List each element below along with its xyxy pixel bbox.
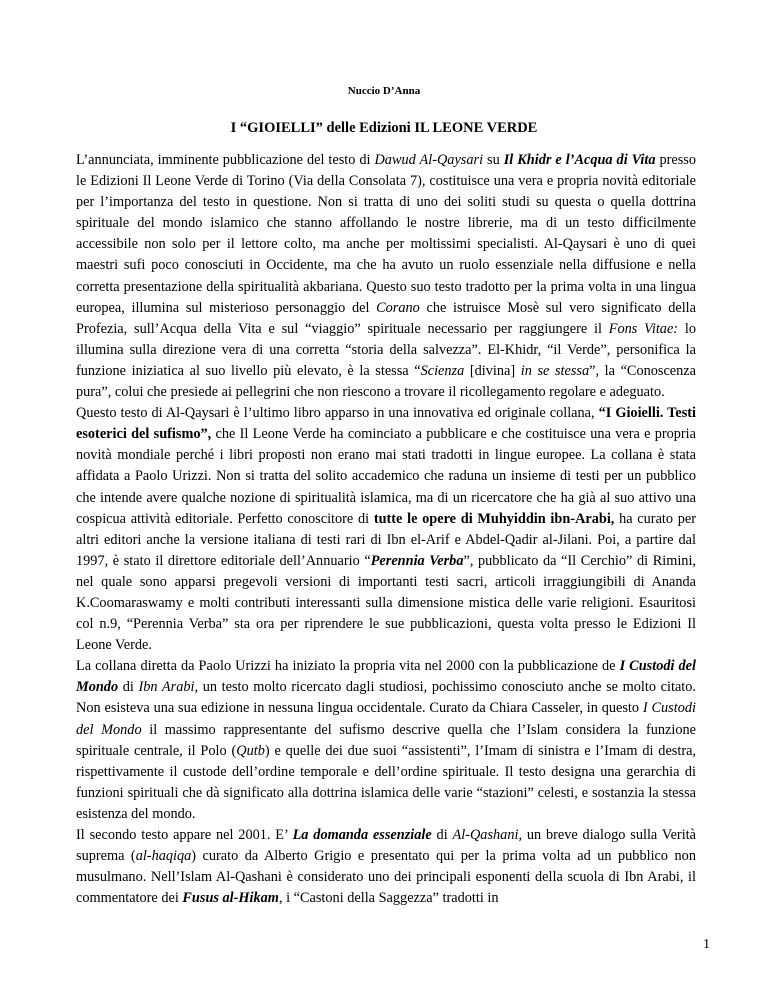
text-run: che istruisce Mosè sul vero significato della Profezia, sull’Acqua della Vita e sul “viaggio” spirituale necessario per raggiungere il [76, 299, 696, 337]
paragraph-4 [76, 825, 696, 909]
text-run: ) curato da Alberto Grigio e presentato qui per la prima volta ad un pubblico non musulmano. Nell’Islam Al-Qashani è considerato uno dei principali esponenti della scuola di Ibn Arabi, il commentatore dei [76, 848, 696, 907]
text-run: Perennia Verba [370, 552, 464, 569]
paragraph-3 [76, 656, 696, 825]
text-run: Scienza [420, 362, 465, 379]
text-run: Il secondo testo appare nel 2001. E’ [76, 827, 293, 843]
text-run: Questo testo di Al-Qaysari è l’ultimo libro apparso in una innovativa ed originale collana, [76, 405, 599, 422]
paragraph-2 [76, 403, 696, 656]
text-run: Ibn Arabi, [138, 679, 199, 696]
paragraph-1 [76, 150, 696, 403]
text-run: di [118, 679, 139, 696]
author-name: Nuccio D’Anna [347, 85, 421, 97]
text-run: I Custodi del Mondo [76, 700, 696, 738]
text-run: Qutb [236, 742, 265, 759]
text-run: in se stessa [520, 362, 590, 379]
text-run: su [483, 152, 504, 168]
text-run: “I Gioielli. Testi esoterici del sufismo”, [76, 405, 696, 443]
text-run: Il Khidr e l’Acqua di Vita [503, 152, 656, 168]
text-run: ) e quelle dei due suoi “assistenti”, l’Imam di sinistra e l’Imam di destra, rispettivamente il custode dell’ordine temporale e dell’ordine spirituale. Il testo designa una gerarchia di funzioni spirituali che dà significato alla dottrina islamica delle varie “stazioni” celesti, e sostanzia la stessa esistenza del mondo. [76, 742, 697, 822]
text-run: Al-Qashani [452, 827, 519, 843]
text-run: ”, pubblicato da “Il Cerchio” di Rimini, nel quale sono apparsi pregevoli versioni di importanti testi sacri, articoli irraggiungibili di Ananda K.Coomaraswamy e molti contributi interessanti sulla dimensione mistica delle varie religioni. Esauritosi col n.9, “Perennia Verba” sta ora per riprendere le sue pubblicazioni, questa volta presso le Edizioni Il Leone Verde. [76, 552, 696, 654]
text-run: Corano [376, 299, 420, 316]
text-run: L’annunciata, imminente pubblicazione del testo di [76, 152, 375, 168]
text-run: un testo molto ricercato dagli studiosi, pochissimo conosciuto anche se molto citato. Non esisteva una sua edizione in nessuna lingua occidentale. Curato da Chiara Casseler, in questo [76, 679, 696, 717]
text-run: ha curato per altri editori anche la versione italiana di testi rari di Ibn el-Arif e Abdel-Qadir al-Jilani. Poi, a partire dal 1997, è stato il direttore editoriale dell’Annuario “ [76, 510, 696, 569]
text-run: La domanda essenziale [292, 827, 432, 843]
text-run: ”, la “Conoscenza pura”, colui che presiede ai pellegrini che non riescono a trovare il ricollegamento regolare e adeguato. [76, 362, 696, 401]
text-run: di [431, 827, 453, 843]
text-run: il massimo rappresentante del sufismo descrive quella che l’Islam considera la funzione spirituale centrale, il Polo ( [76, 721, 697, 759]
text-run: Fons Vitae: [608, 320, 679, 337]
article-body [76, 150, 696, 909]
text-run: Dawud Al-Qaysari [374, 152, 484, 168]
text-run: che Il Leone Verde ha cominciato a pubblicare e che costituisce una vera e propria novità mondiale perché i libri proposti non erano mai stati tradotti in lingue europee. La collana è stata affidata a Paolo Urizzi. Non si tratta del solito accademico che raduna un insieme di testi per un pubblico che intende avere qualche nozione di spiritualità islamica, ma di un ricercatore che ha già al suo attivo una cospicua attività editoriale. Perfetto conoscitore di [76, 426, 696, 527]
text-run: presso le Edizioni Il Leone Verde di Torino (Via della Consolata 7), costituisce una vera e propria novità editoriale per l’importanza del testo in questione. Non si tratta di uno dei soliti studi su questa o quella dottrina spirituale del mondo islamico che stanno affollando le nostre librerie, ma di un testo difficilmente accessibile non solo per il lettore colto, ma anche per moltissimi specialisti. Al-Qaysari è uno di quei maestri sufi poco conosciuti in Occidente, ma che ha avuto un ruolo essenziale nella diffusione e nella corretta presentazione della spiritualità akbariana. Questo suo testo tradotto per la prima volta in una lingua europea, illumina sul misterioso personaggio del [76, 152, 697, 316]
text-run: [divina] [464, 362, 521, 379]
page-number: 1 [703, 937, 710, 952]
text-run: tutte le opere di Muhyiddin ibn-Arabi, [373, 510, 615, 527]
text-run: , un breve dialogo sulla Verità suprema ( [76, 827, 696, 865]
text-run: lo illumina sulla direzione vera di una corretta “storia della salvezza”. El-Khidr, “il Verde”, personifica la funzione iniziatica al suo livello più elevato, è la stessa “ [76, 320, 696, 379]
text-run: I Custodi del Mondo [76, 658, 696, 696]
article-title: I “GIOIELLI” delle Edizioni IL LEONE VERDE [230, 120, 538, 136]
text-run: Fusus al-Hikam [182, 890, 279, 907]
text-run: al-haqiqa [135, 848, 192, 865]
text-run: La collana diretta da Paolo Urizzi ha iniziato la propria vita nel 2000 con la pubblicazione de [76, 658, 620, 675]
text-run: , i “Castoni della Saggezza” tradotti in [278, 890, 499, 907]
